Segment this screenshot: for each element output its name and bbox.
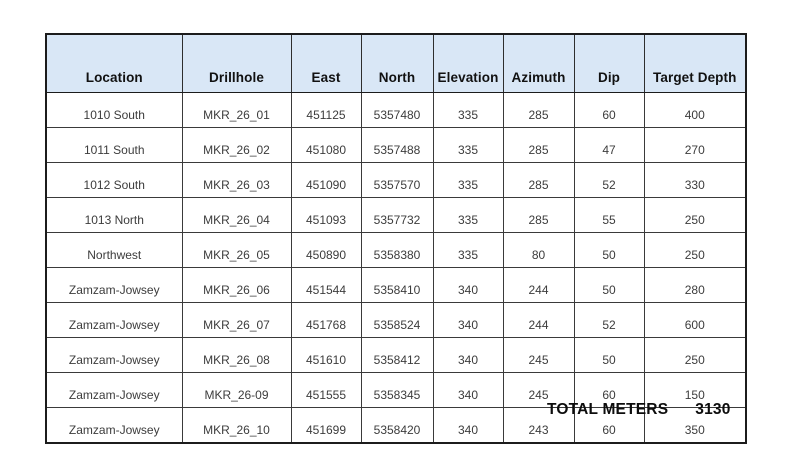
cell-north: 5357488 <box>361 128 433 163</box>
cell-dip: 55 <box>574 198 644 233</box>
cell-east: 451555 <box>291 373 361 408</box>
cell-drillhole: MKR_26_07 <box>182 303 291 338</box>
cell-elevation: 335 <box>433 93 503 128</box>
cell-elevation: 340 <box>433 303 503 338</box>
column-header-drillhole: Drillhole <box>182 34 291 93</box>
cell-drillhole: MKR_26-09 <box>182 373 291 408</box>
cell-north: 5357570 <box>361 163 433 198</box>
cell-location: 1010 South <box>46 93 182 128</box>
cell-north: 5357480 <box>361 93 433 128</box>
cell-dip: 50 <box>574 268 644 303</box>
table-row <box>46 93 746 128</box>
cell-north: 5358345 <box>361 373 433 408</box>
header-row <box>46 34 746 93</box>
cell-dip: 60 <box>574 373 644 408</box>
cell-east: 451610 <box>291 338 361 373</box>
cell-north: 5358410 <box>361 268 433 303</box>
cell-elevation: 335 <box>433 198 503 233</box>
cell-drillhole: MKR_26_08 <box>182 338 291 373</box>
cell-target: 150 <box>644 373 746 408</box>
cell-elevation: 340 <box>433 268 503 303</box>
cell-azimuth: 245 <box>503 338 574 373</box>
table-row <box>46 198 746 233</box>
cell-azimuth: 243 <box>503 408 574 444</box>
cell-elevation: 335 <box>433 163 503 198</box>
cell-location: 1013 North <box>46 198 182 233</box>
drillhole-table <box>45 33 747 444</box>
cell-location: Zamzam-Jowsey <box>46 338 182 373</box>
cell-north: 5358420 <box>361 408 433 444</box>
cell-location: Zamzam-Jowsey <box>46 268 182 303</box>
cell-target: 330 <box>644 163 746 198</box>
cell-azimuth: 285 <box>503 128 574 163</box>
cell-location: Zamzam-Jowsey <box>46 408 182 444</box>
cell-target: 250 <box>644 198 746 233</box>
total-meters-label: TOTAL METERS <box>547 401 669 418</box>
column-header-elevation: Elevation <box>433 34 503 93</box>
cell-drillhole: MKR_26_01 <box>182 93 291 128</box>
cell-north: 5357732 <box>361 198 433 233</box>
cell-azimuth: 245 <box>503 373 574 408</box>
total-meters-value: 3130 <box>695 401 731 418</box>
cell-dip: 60 <box>574 93 644 128</box>
table-row <box>46 303 746 338</box>
cell-north: 5358412 <box>361 338 433 373</box>
cell-drillhole: MKR_26_06 <box>182 268 291 303</box>
cell-east: 451090 <box>291 163 361 198</box>
cell-east: 450890 <box>291 233 361 268</box>
cell-azimuth: 285 <box>503 198 574 233</box>
cell-target: 270 <box>644 128 746 163</box>
cell-azimuth: 244 <box>503 303 574 338</box>
cell-elevation: 340 <box>433 373 503 408</box>
cell-dip: 47 <box>574 128 644 163</box>
cell-dip: 50 <box>574 233 644 268</box>
cell-target: 250 <box>644 233 746 268</box>
cell-location: Zamzam-Jowsey <box>46 303 182 338</box>
cell-drillhole: MKR_26_10 <box>182 408 291 444</box>
cell-drillhole: MKR_26_03 <box>182 163 291 198</box>
cell-north: 5358524 <box>361 303 433 338</box>
cell-dip: 60 <box>574 408 644 444</box>
cell-target: 400 <box>644 93 746 128</box>
cell-east: 451768 <box>291 303 361 338</box>
cell-dip: 52 <box>574 303 644 338</box>
cell-east: 451093 <box>291 198 361 233</box>
cell-azimuth: 80 <box>503 233 574 268</box>
cell-location: Zamzam-Jowsey <box>46 373 182 408</box>
column-header-location: Location <box>46 34 182 93</box>
cell-target: 350 <box>644 408 746 444</box>
table-row <box>46 233 746 268</box>
table-header <box>46 34 746 93</box>
column-header-dip: Dip <box>574 34 644 93</box>
cell-elevation: 335 <box>433 233 503 268</box>
total-meters <box>547 401 731 419</box>
cell-azimuth: 285 <box>503 93 574 128</box>
cell-azimuth: 285 <box>503 163 574 198</box>
cell-dip: 50 <box>574 338 644 373</box>
table-row <box>46 128 746 163</box>
cell-drillhole: MKR_26_04 <box>182 198 291 233</box>
cell-east: 451699 <box>291 408 361 444</box>
cell-elevation: 335 <box>433 128 503 163</box>
column-header-north: North <box>361 34 433 93</box>
table-row <box>46 338 746 373</box>
column-header-target: Target Depth <box>644 34 746 93</box>
column-header-azimuth: Azimuth <box>503 34 574 93</box>
cell-drillhole: MKR_26_02 <box>182 128 291 163</box>
cell-location: 1012 South <box>46 163 182 198</box>
table-row <box>46 268 746 303</box>
table-row <box>46 163 746 198</box>
cell-east: 451080 <box>291 128 361 163</box>
cell-target: 250 <box>644 338 746 373</box>
cell-target: 280 <box>644 268 746 303</box>
cell-east: 451125 <box>291 93 361 128</box>
column-header-east: East <box>291 34 361 93</box>
cell-location: 1011 South <box>46 128 182 163</box>
cell-elevation: 340 <box>433 408 503 444</box>
cell-location: Northwest <box>46 233 182 268</box>
cell-north: 5358380 <box>361 233 433 268</box>
cell-drillhole: MKR_26_05 <box>182 233 291 268</box>
cell-azimuth: 244 <box>503 268 574 303</box>
cell-target: 600 <box>644 303 746 338</box>
cell-elevation: 340 <box>433 338 503 373</box>
cell-dip: 52 <box>574 163 644 198</box>
table-body <box>46 93 746 444</box>
cell-east: 451544 <box>291 268 361 303</box>
